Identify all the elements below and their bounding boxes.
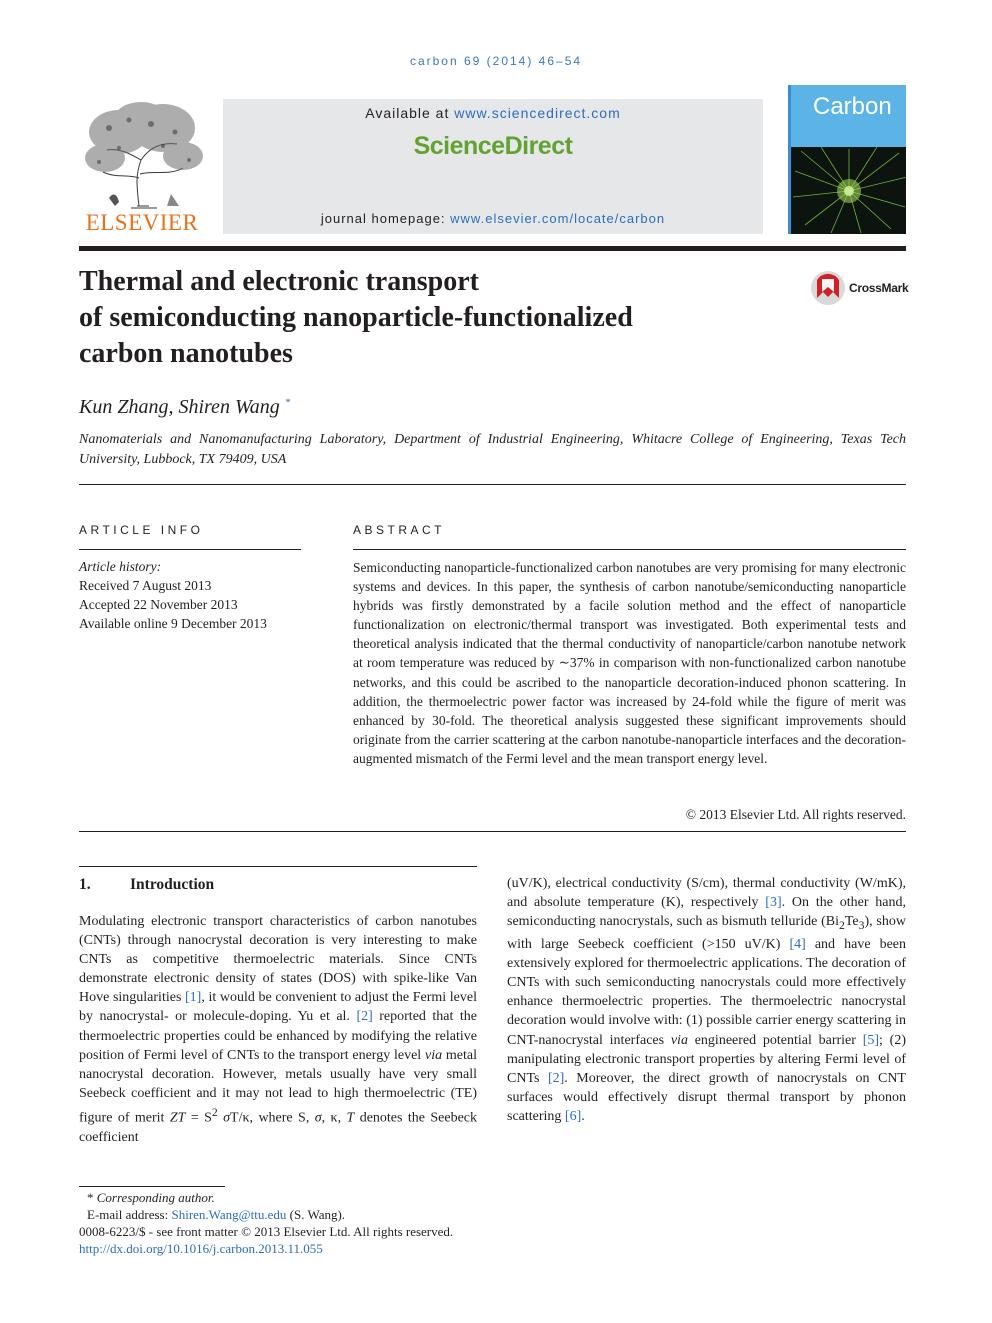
article-title: [79, 264, 779, 372]
email-note: [79, 1206, 453, 1223]
italic-via: via: [670, 1032, 688, 1048]
body-text: , it would be convenient to adjust the Fermi level by nanocrystal- or molecule-doping. Yu et al.: [79, 990, 477, 1025]
elsevier-wordmark: ELSEVIER: [85, 210, 199, 235]
issn-line: 0008-6223/$ - see front matter © 2013 Elsevier Ltd. All rights reserved.: [79, 1224, 454, 1239]
article-info-heading: ARTICLE INFO: [79, 523, 204, 537]
article-history: [79, 557, 267, 633]
body-text: Te: [844, 914, 859, 930]
body-text: reported that the thermoelectric properties could be enhanced by modifying the relative position of Fermi level of CNTs to the transport energy level: [79, 1009, 477, 1063]
body-column-left: [79, 912, 477, 1147]
accepted-date: Accepted 22 November 2013: [79, 597, 238, 612]
body-text: Modulating electronic transport characteristics of carbon nanotubes (CNTs) through nanocrystal decoration is very interesting to make CNTs as competitive thermoelectric materials. Since CNTs demonstrate electronic density of states (DOS) with spike-like Van Hove singularities: [79, 914, 477, 1006]
section-number: 1.: [79, 876, 91, 893]
title-line-1: Thermal and electronic transport: [79, 266, 479, 297]
abstract-copyright: © 2013 Elsevier Ltd. All rights reserved.: [685, 807, 906, 822]
body-text: . On the other hand, semiconducting nanocrystals, such as bismuth telluride (Bi: [507, 895, 906, 930]
body-text: T/κ, where S,: [230, 1110, 315, 1126]
corresponding-author-mark[interactable]: *: [284, 396, 291, 409]
body-text: . Moreover, the direct growth of nanocrystals on CNT surfaces would effectively disrupt thermal transport by phonon scattering: [507, 1070, 906, 1124]
body-text: ; (2) manipulating electronic transport properties by altering Fermi level of CNTs: [507, 1032, 906, 1086]
body-text: , κ,: [321, 1110, 347, 1126]
title-line-2: of semiconducting nanoparticle-functionalized: [79, 302, 633, 333]
body-text: denotes the Seebeck coefficient: [79, 1110, 478, 1145]
body-text: and have been extensively explored for thermoelectric applications. The decoration of CNTs with such semiconducting nanocrystals could more effectively enhance thermoelectric properties. The thermoelectric nanocrystal decoration would involve with: (1) possible carrier energy scattering in CNT-nanocrystal interfaces: [507, 937, 907, 1048]
journal-cover: [788, 85, 906, 234]
body-text: engineered potential barrier: [687, 1032, 863, 1048]
reference-link-6[interactable]: [6]: [564, 1108, 582, 1124]
symbol-t: T: [346, 1110, 355, 1126]
section-title: Introduction: [130, 876, 215, 893]
crossmark-label[interactable]: CrossMark: [849, 281, 909, 295]
affiliation-rule: [79, 484, 906, 485]
body-text: = S: [185, 1110, 212, 1126]
reference-link-1[interactable]: [1]: [185, 990, 202, 1006]
abstract-heading: ABSTRACT: [353, 523, 446, 537]
symbol-sigma: σ: [314, 1110, 322, 1126]
body-text: (uV/K), electrical conductivity (S/cm), thermal conductivity (W/mK), and absolute temperature (K), respectively: [507, 876, 906, 911]
header-rule: [79, 246, 906, 251]
corresponding-note: [79, 1189, 453, 1206]
email-link[interactable]: Shiren.Wang@ttu.edu: [171, 1207, 287, 1222]
reference-link-2[interactable]: [2]: [356, 1009, 373, 1025]
reference-link-5[interactable]: [5]: [862, 1032, 880, 1048]
cover-nanotube-image: [791, 147, 906, 234]
journal-reference: carbon 69 (2014) 46–54: [409, 54, 583, 68]
email-suffix: (S. Wang).: [286, 1207, 346, 1222]
available-prefix: Available at: [365, 105, 455, 121]
subscript: 3: [858, 918, 865, 932]
sciencedirect-banner: [223, 99, 763, 234]
article-info-rule: [79, 549, 301, 550]
corresponding-label: Corresponding author.: [96, 1190, 215, 1205]
symbol-zt: ZT: [169, 1110, 186, 1126]
homepage-prefix: journal homepage:: [320, 211, 451, 226]
sciencedirect-link[interactable]: www.sciencedirect.com: [454, 105, 621, 121]
affiliation: Nanomaterials and Nanomanufacturing Laboratory, Department of Industrial Engineering, Whitacre College of Engineering, Texas Tech University, Lubbock, TX 79409, USA: [79, 432, 906, 467]
introduction-rule: [79, 866, 477, 867]
online-date: Available online 9 December 2013: [79, 616, 267, 631]
author-names: Kun Zhang, Shiren Wang: [79, 396, 280, 418]
abstract-rule: [353, 549, 906, 550]
abstract-text: Semiconducting nanoparticle-functionalized carbon nanotubes are very promising for many electronic systems and devices. In this paper, the synthesis of carbon nanotube/semiconducting nanoparticle hybrids was firstly demonstrated by a facile solution method and the effect of nanoparticle functionalization on electronic/thermal transport was investigated. Both experimental tests and theoretical analysis indicated that the thermal conductivity of nanoparticle/carbon nanotube network at room temperature was reduced by ∼37% in comparison with non-functionalized carbon nanotube networks, and this could be ascribed to the nanoparticle decoration-induced phonon scattering. In addition, the thermoelectric power factor was increased by 24-fold while the figure of merit was enhanced by 30-fold. The theoretical analysis suggested these significant improvements should originate from the carrier scattering at the carbon nanotube-nanoparticle interfaces and the decoration-augmented mismatch of the Fermi level and the mean transport energy level.: [353, 560, 906, 766]
email-label: E-mail address:: [87, 1207, 172, 1222]
doi-link[interactable]: http://dx.doi.org/10.1016/j.carbon.2013.11.055: [79, 1241, 323, 1256]
body-text: ), show with large Seebeck coefficient (>150 uV/K): [507, 914, 906, 953]
available-at: [223, 105, 763, 121]
subscript: 2: [839, 918, 845, 932]
title-line-3: carbon nanotubes: [79, 338, 293, 369]
reference-link-3[interactable]: [3]: [765, 895, 782, 911]
abstract-bottom-rule: [79, 831, 906, 832]
italic-via: via: [425, 1047, 443, 1063]
reference-link-4[interactable]: [4]: [789, 937, 806, 953]
body-text: .: [581, 1108, 585, 1124]
body-text: metal nanocrystal decoration. However, metals usually have very small Seebeck coefficient and it may not lead to high thermoelectric (TE) figure of merit: [79, 1047, 477, 1126]
footnote-rule: [79, 1186, 225, 1187]
body-column-right: [507, 874, 906, 1126]
history-label: Article history:: [79, 559, 162, 574]
superscript: 2: [211, 1105, 218, 1119]
journal-homepage-link[interactable]: www.elsevier.com/locate/carbon: [450, 211, 666, 226]
reference-link-2b[interactable]: [2]: [547, 1070, 565, 1086]
cover-title: Carbon: [813, 93, 892, 120]
received-date: Received 7 August 2013: [79, 578, 212, 593]
footnotes: [79, 1189, 453, 1257]
sciencedirect-brand: ScienceDirect: [413, 132, 573, 160]
footnote-mark: *: [87, 1190, 94, 1205]
symbol-sigma: σ: [223, 1110, 231, 1126]
authors: [79, 396, 290, 419]
journal-homepage: [223, 211, 763, 226]
